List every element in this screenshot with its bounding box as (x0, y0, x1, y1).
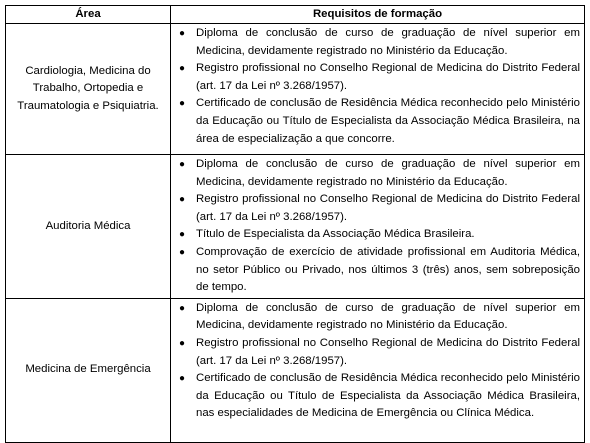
requirement-text: Diploma de conclusão de curso de graduação de nível superior em Medicina, devidamente registrado no Ministério da Educação. (196, 158, 580, 188)
list-item (171, 156, 580, 191)
requirements-cell (171, 298, 585, 442)
bullet-icon: ● (179, 194, 186, 206)
list-item (171, 95, 580, 148)
table-row (6, 24, 585, 155)
bullet-icon: ● (179, 373, 186, 385)
area-cell: Medicina de Emergência (6, 298, 171, 442)
bullet-icon: ● (179, 63, 186, 75)
requirements-cell (171, 24, 585, 155)
bullet-icon: ● (179, 302, 186, 314)
area-cell: Auditoria Médica (6, 155, 171, 299)
list-item (171, 370, 580, 423)
list-item (171, 60, 580, 95)
list-item (171, 226, 580, 244)
header-area: Área (6, 6, 171, 24)
list-item (171, 300, 580, 335)
requirements-table (5, 5, 585, 443)
requirement-text: Certificado de conclusão de Residência Médica reconhecido pelo Ministério da Educação ou Título de Especialista da Associação Médica Brasileira, na área de especialização a que concorre. (196, 97, 580, 145)
requirements-list (171, 156, 580, 297)
bullet-icon: ● (179, 229, 186, 241)
requirement-text: Título de Especialista da Associação Médica Brasileira. (196, 228, 475, 241)
list-item (171, 191, 580, 226)
header-requirements: Requisitos de formação (171, 6, 585, 24)
bullet-icon: ● (179, 28, 186, 39)
requirement-text: Registro profissional no Conselho Regional de Medicina do Distrito Federal (art. 17 da Lei nº 3.268/1957). (196, 193, 580, 223)
list-item (171, 335, 580, 370)
bullet-icon: ● (179, 246, 186, 258)
requirements-list (171, 300, 580, 423)
bullet-icon: ● (179, 98, 186, 110)
table-header-row (6, 6, 585, 24)
requirement-text: Registro profissional no Conselho Regional de Medicina do Distrito Federal (art. 17 da Lei nº 3.268/1957). (196, 336, 580, 367)
requirements-list (171, 25, 580, 148)
list-item (171, 25, 580, 60)
requirement-text: Diploma de conclusão de curso de graduação de nível superior em Medicina, devidamente registrado no Ministério da Educação. (196, 301, 580, 332)
list-item (171, 244, 580, 297)
area-cell: Cardiologia, Medicina do Trabalho, Ortopedia e Traumatologia e Psiquiatria. (6, 24, 171, 155)
table-row (6, 155, 585, 299)
requirement-text: Comprovação de exercício de atividade profissional em Auditoria Médica, no setor Público ou Privado, nos últimos 3 (três) anos, sem sobreposição de tempo. (196, 245, 580, 294)
requirements-cell (171, 155, 585, 299)
requirement-text: Registro profissional no Conselho Regional de Medicina do Distrito Federal (art. 17 da Lei nº 3.268/1957). (196, 62, 580, 92)
table-row (6, 298, 585, 442)
bullet-icon: ● (179, 159, 186, 170)
requirement-text: Certificado de conclusão de Residência Médica reconhecido pelo Ministério da Educação ou Título de Especialista da Associação Médica Brasileira, nas especialidades de Medicina de Emergência ou Clínica Médica. (196, 372, 580, 420)
bullet-icon: ● (179, 337, 186, 349)
requirement-text: Diploma de conclusão de curso de graduação de nível superior em Medicina, devidamente registrado no Ministério da Educação. (196, 27, 580, 57)
